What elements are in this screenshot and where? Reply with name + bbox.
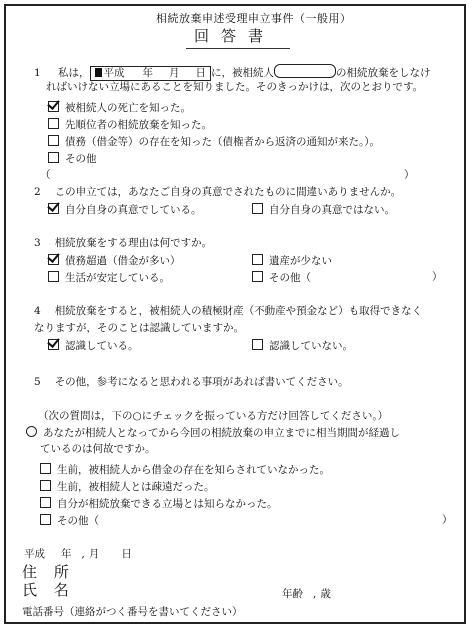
checkbox[interactable] bbox=[252, 203, 263, 214]
checkbox[interactable] bbox=[40, 514, 51, 525]
checkbox[interactable] bbox=[48, 271, 59, 282]
q1-decedent-name-field[interactable] bbox=[274, 64, 336, 78]
q2-question: 2 この申立ては，あなたご自身の真意でされたものに間違いありませんか。 bbox=[34, 186, 402, 198]
extra-option-1[interactable]: 生前，被相続人から借金の存在を知らされていなかった。 bbox=[40, 463, 330, 477]
q1-year-label: 年 bbox=[142, 67, 154, 79]
extra-other-close-paren: ） bbox=[442, 514, 453, 526]
extra-question-line1: あなたが相続人となってから今回の相続放棄の申立までに相当期間が経過し bbox=[26, 426, 400, 440]
extra-question-line2: ているのは何故ですか。 bbox=[40, 443, 156, 455]
checkbox-checked[interactable] bbox=[48, 203, 59, 214]
circle-mark-icon[interactable] bbox=[26, 426, 37, 437]
q5-answer-area[interactable] bbox=[46, 392, 446, 406]
q1-option-1[interactable]: 被相続人の死亡を知った。 bbox=[48, 101, 191, 115]
q4-question-line1: 4 相続放棄をすると，被相続人の積極財産（不動産や預金など）も取得できなく bbox=[34, 305, 423, 317]
extra-option-3[interactable]: 自分が相続放棄できる立場とは知らなかった。 bbox=[40, 497, 278, 511]
q1-day-label: 日 bbox=[195, 67, 207, 79]
q3-question: 3 相続放棄をする理由は何ですか。 bbox=[34, 237, 213, 249]
checkbox-checked[interactable] bbox=[48, 339, 59, 350]
checkbox[interactable] bbox=[48, 118, 59, 129]
footer-age[interactable]: 年齢 , 歳 bbox=[282, 588, 331, 600]
q1-mid: に，被相続人 bbox=[211, 67, 275, 79]
q3-option-debt[interactable]: 債務超過（借金が多い） bbox=[48, 254, 181, 268]
q1-number: 1 bbox=[34, 67, 41, 79]
q3-option-small-estate[interactable]: 遺産が少ない bbox=[252, 254, 332, 268]
extra-option-2[interactable]: 生前，被相続人とは疎遠だった。 bbox=[40, 480, 215, 494]
checkbox[interactable] bbox=[252, 254, 263, 265]
q1-other-open-paren: （ bbox=[40, 169, 51, 181]
checkbox-checked[interactable] bbox=[48, 254, 59, 265]
q1-line1 bbox=[34, 64, 431, 81]
checkbox[interactable] bbox=[40, 463, 51, 474]
form-title: 相続放棄申述受理申立事件（一般用） bbox=[156, 12, 352, 25]
q3-other-close-paren: ） bbox=[432, 271, 443, 283]
checkbox-checked[interactable] bbox=[48, 101, 59, 112]
q1-suffix: の相続放棄をしなけ bbox=[336, 67, 431, 79]
q2-option-no[interactable]: 自分自身の真意ではない。 bbox=[252, 203, 395, 217]
q1-other-close-paren: ） bbox=[404, 169, 415, 181]
checkbox[interactable] bbox=[252, 339, 263, 350]
checkbox[interactable] bbox=[48, 152, 59, 163]
checkbox[interactable] bbox=[40, 480, 51, 491]
checkbox[interactable] bbox=[252, 271, 263, 282]
q1-era: 平成 bbox=[103, 67, 125, 79]
footer-date[interactable]: 平成 年 , 月 日 bbox=[24, 548, 132, 560]
filled-mark-icon bbox=[95, 68, 102, 77]
checkbox[interactable] bbox=[40, 497, 51, 508]
checkbox[interactable] bbox=[48, 135, 59, 146]
q1-option-3[interactable]: 債務（借金等）の存在を知った（債権者から返済の通知が来た。）。 bbox=[48, 135, 380, 149]
q4-option-no[interactable]: 認識していない。 bbox=[252, 339, 353, 353]
q1-option-2[interactable]: 先順位者の相続放棄を知った。 bbox=[48, 118, 212, 132]
q4-option-yes[interactable]: 認識している。 bbox=[48, 339, 139, 353]
q1-option-4[interactable]: その他 bbox=[48, 152, 97, 166]
q1-month-label: 月 bbox=[169, 67, 180, 79]
q1-line2: ればいけない立場にあることを知りました。そのきっかけは，次のとおりです。 bbox=[46, 81, 424, 93]
extra-option-4[interactable]: その他（ bbox=[40, 514, 99, 528]
footer-phone-label: 電話番号（連絡がつく番号を書いてください） bbox=[22, 606, 243, 618]
answer-form-page bbox=[4, 4, 466, 624]
q4-question-line2: なりますが，そのことは認識していますか。 bbox=[34, 322, 244, 334]
q2-option-yes[interactable]: 自分自身の真意でしている。 bbox=[48, 203, 202, 217]
form-heading: 回答書 bbox=[194, 27, 276, 45]
q1-date-field[interactable] bbox=[90, 66, 212, 81]
heading-underline bbox=[186, 48, 290, 49]
footer-name-label: 氏 名 bbox=[22, 581, 75, 599]
extra-note: （次の質問は，下の○にチェックを振っている方だけ回答してください。） bbox=[38, 410, 389, 422]
q5-question: 5 その他，参考になると思われる事項があれば書いてください。 bbox=[34, 376, 349, 388]
q3-option-other[interactable]: その他（ bbox=[252, 271, 311, 285]
q3-option-stable-life[interactable]: 生活が安定している。 bbox=[48, 271, 170, 285]
footer-address-label: 住 所 bbox=[22, 563, 75, 581]
q1-prefix: 私は， bbox=[58, 67, 90, 79]
